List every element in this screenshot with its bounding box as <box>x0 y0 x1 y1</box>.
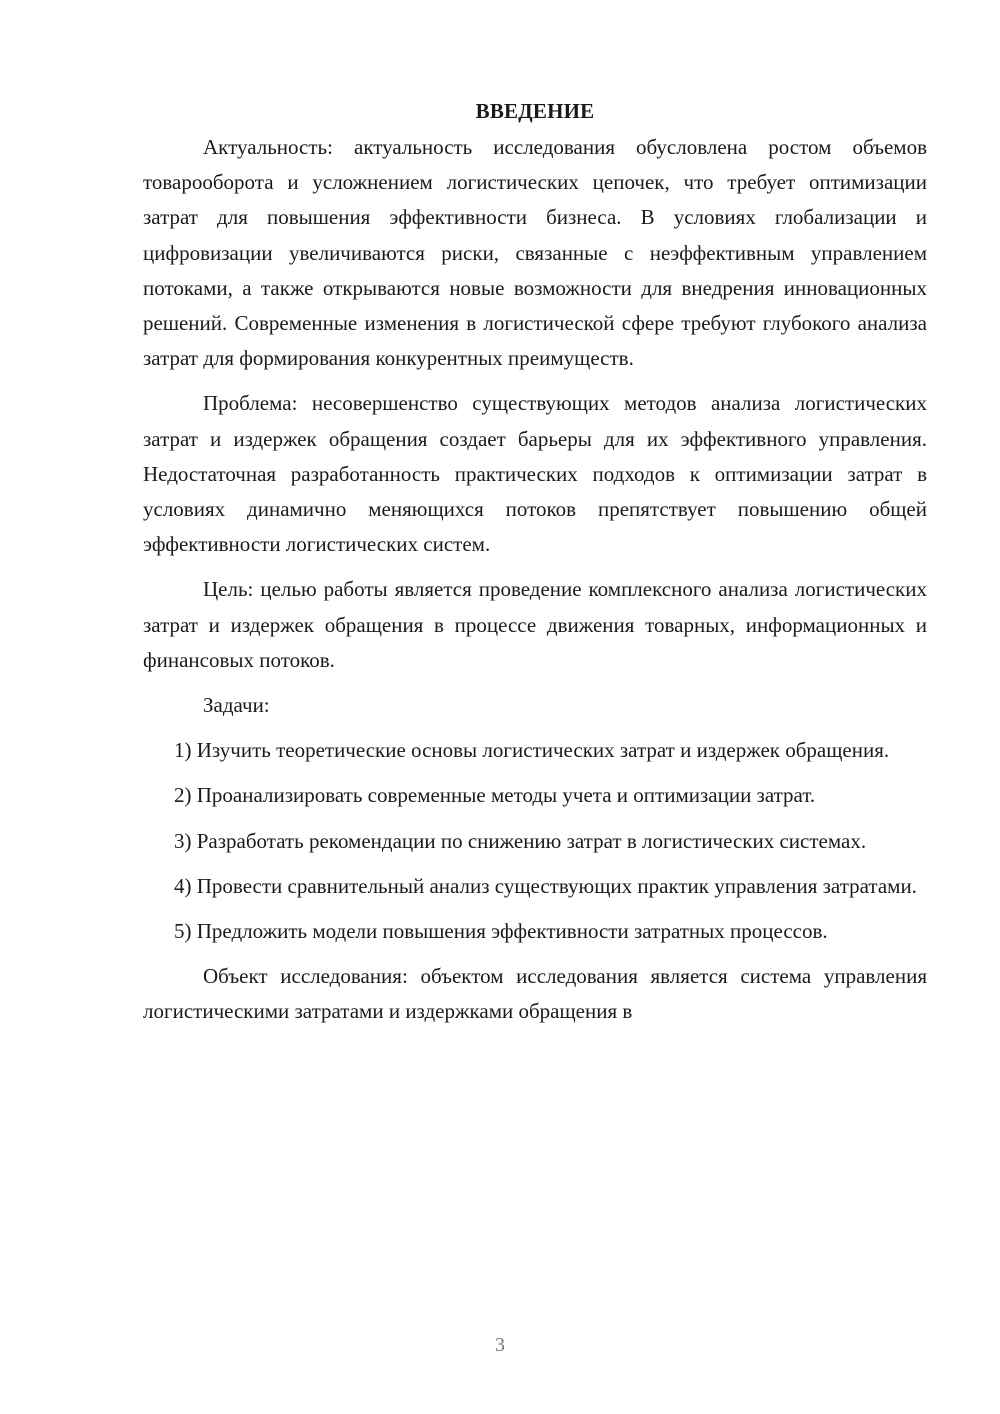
task-item-2: 2) Проанализировать современные методы учета и оптимизации затрат. <box>174 783 816 808</box>
task-item-4: 4) Провести сравнительный анализ существующих практик управления затратами. <box>174 873 917 898</box>
page-title: ВВЕДЕНИЕ <box>475 99 595 123</box>
paragraph-object: Объект исследования: объектом исследования является система управления логистическими затратами и издержками обращения в <box>143 964 927 1024</box>
paragraph-problem: Проблема: несовершенство существующих методов анализа логистических затрат и издержек обращения создает барьеры для их эффективного управления. Недостаточная разработанность практических подходов к оптимизации затрат в условиях динамично меняющихся потоков препятствует повышению общей эффективности логистических систем. <box>143 391 927 557</box>
task-item-1: 1) Изучить теоретические основы логистических затрат и издержек обращения. <box>174 738 890 763</box>
document-page <box>143 96 927 1040</box>
page-number: 3 <box>495 1334 505 1356</box>
paragraph-tasks-heading: Задачи: <box>203 693 270 718</box>
task-item-5: 5) Предложить модели повышения эффективности затратных процессов. <box>174 919 828 944</box>
paragraph-relevance: Актуальность: актуальность исследования обусловлена ростом объемов товарооборота и усложнением логистических цепочек, что требует оптимизации затрат для повышения эффективности бизнеса. В условиях глобализации и цифровизации увеличиваются риски, связанные с неэффективным управлением потоками, а также открываются новые возможности для внедрения инновационных решений. Современные изменения в логистической сфере требуют глубокого анализа затрат для формирования конкурентных преимуществ. <box>143 135 927 371</box>
paragraph-goal: Цель: целью работы является проведение комплексного анализа логистических затрат и издержек обращения в процессе движения товарных, информационных и финансовых потоков. <box>143 577 927 672</box>
task-item-3: 3) Разработать рекомендации по снижению затрат в логистических системах. <box>174 828 867 853</box>
